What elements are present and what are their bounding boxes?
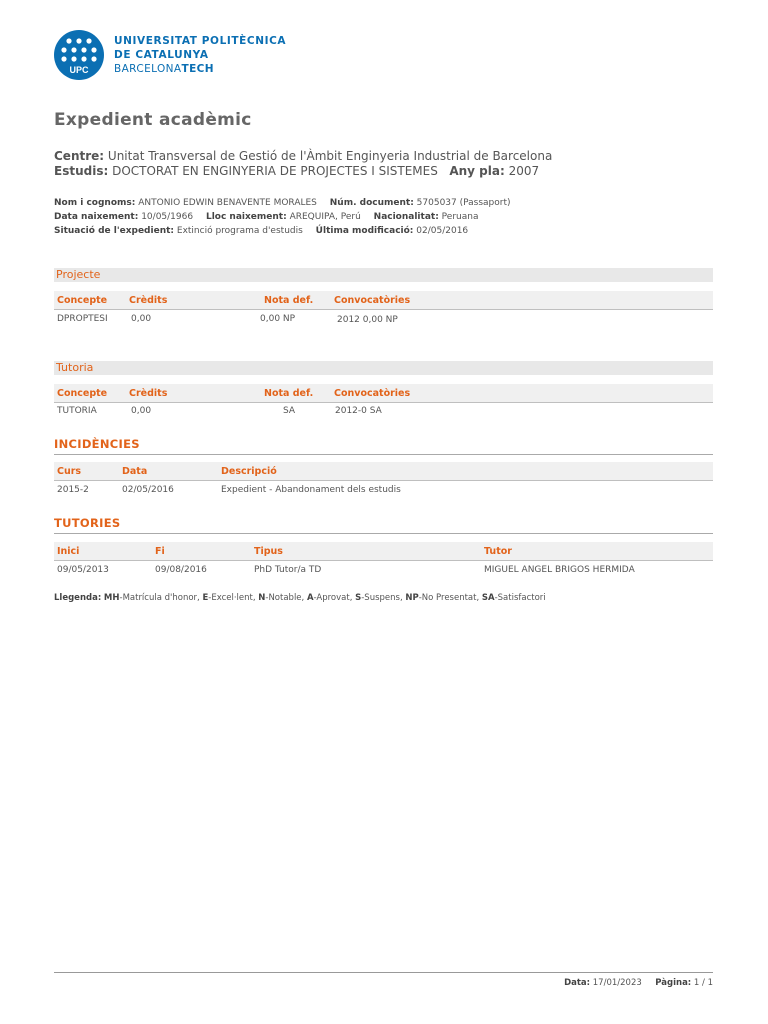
incidencies-table-header — [54, 462, 713, 481]
footer-date-value: 17/01/2023 — [592, 978, 642, 988]
cell-credits: 0,00 — [131, 406, 152, 416]
col-convocatories: Convocatòries — [334, 295, 411, 306]
col-tipus: Tipus — [254, 546, 283, 557]
centre-value: Unitat Transversal de Gestió de l'Àmbit Enginyeria Industrial de Barcelona — [107, 149, 553, 163]
cell-fi: 09/08/2016 — [155, 565, 207, 575]
naixement-value: 10/05/1966 — [141, 212, 194, 222]
col-concepte: Concepte — [57, 388, 108, 399]
footer-date-label: Data: — [564, 978, 591, 988]
col-credits: Crèdits — [129, 388, 168, 399]
nom-label: Nom i cognoms: — [54, 198, 136, 208]
footer-page-label: Pàgina: — [655, 978, 692, 988]
incidencies-heading: INCIDÈNCIES — [54, 437, 713, 455]
cell-credits: 0,00 — [131, 314, 152, 324]
col-concepte: Concepte — [57, 295, 108, 306]
situacio-value: Extinció programa d'estudis — [176, 226, 303, 236]
lloc-label: Lloc naixement: — [205, 212, 287, 222]
legend — [54, 593, 546, 603]
col-descripcio: Descripció — [221, 466, 277, 477]
col-curs: Curs — [57, 466, 82, 477]
tutoria-table-header — [54, 384, 713, 403]
doc-label: Núm. document: — [329, 198, 414, 208]
col-data: Data — [122, 466, 148, 477]
university-name-line2: DE CATALUNYA — [114, 49, 209, 61]
upc-logo-mark — [54, 30, 104, 80]
university-name-line1: UNIVERSITAT POLITÈCNICA — [114, 35, 287, 47]
page-title: Expedient acadèmic — [54, 110, 252, 130]
situacio-label: Situació de l'expedient: — [54, 226, 175, 236]
cell-convocatories: 2012-0 SA — [335, 406, 382, 416]
upc-mark-text: UPC — [69, 65, 89, 75]
nacionalitat-label: Nacionalitat: — [373, 212, 439, 222]
any-pla-label: Any pla: — [449, 164, 505, 178]
projecte-band: Projecte — [54, 268, 713, 282]
cell-concepte: TUTORIA — [57, 406, 97, 416]
nacionalitat-value: Peruana — [441, 212, 479, 222]
tutories-heading: TUTORIES — [54, 516, 713, 534]
cell-curs: 2015-2 — [57, 485, 89, 495]
col-tutor: Tutor — [484, 546, 512, 557]
footer-page-value: 1 / 1 — [693, 978, 713, 988]
cell-inici: 09/05/2013 — [57, 565, 109, 575]
col-convocatories: Convocatòries — [334, 388, 411, 399]
student-info — [54, 196, 511, 238]
modificacio-label: Última modificació: — [315, 226, 414, 236]
col-nota: Nota def. — [264, 295, 314, 306]
cell-convocatories: 2012 0,00 NP — [337, 315, 398, 325]
university-name-line3: BARCELONATECH — [114, 63, 214, 75]
cell-tutor: MIGUEL ANGEL BRIGOS HERMIDA — [484, 565, 635, 575]
doc-value: 5705037 (Passaport) — [416, 198, 511, 208]
col-credits: Crèdits — [129, 295, 168, 306]
cell-nota: 0,00 NP — [260, 314, 296, 324]
upc-logo — [54, 30, 286, 80]
cell-concepte: DPROPTESI — [57, 314, 108, 324]
university-name — [114, 34, 286, 76]
lloc-value: AREQUIPA, Perú — [289, 212, 361, 222]
cell-descripcio: Expedient - Abandonament dels estudis — [221, 485, 401, 495]
cell-data: 02/05/2016 — [122, 485, 174, 495]
legend-label: Llegenda: — [54, 593, 102, 603]
modificacio-value: 02/05/2016 — [416, 226, 469, 236]
footer-divider — [54, 972, 713, 973]
tutoria-band: Tutoria — [54, 361, 713, 375]
legend-items: MH-Matrícula d'honor, E-Excel·lent, N-Notable, A-Aprovat, S-Suspens, NP-No Presentat, SA-Satisfactori — [103, 593, 546, 603]
col-nota: Nota def. — [264, 388, 314, 399]
footer — [564, 978, 713, 988]
nom-value: ANTONIO EDWIN BENAVENTE MORALES — [138, 198, 317, 208]
projecte-table-header — [54, 291, 713, 310]
tutories-table-header — [54, 542, 713, 561]
col-inici: Inici — [57, 546, 80, 557]
centre-block — [54, 149, 552, 179]
col-fi: Fi — [155, 546, 165, 557]
any-pla-value: 2007 — [508, 164, 540, 178]
cell-tipus: PhD Tutor/a TD — [254, 565, 322, 575]
centre-label: Centre: — [54, 149, 105, 163]
naixement-label: Data naixement: — [54, 212, 139, 222]
cell-nota: SA — [283, 406, 296, 416]
estudis-label: Estudis: — [54, 164, 109, 178]
estudis-value: DOCTORAT EN ENGINYERIA DE PROJECTES I SISTEMES — [112, 164, 438, 178]
